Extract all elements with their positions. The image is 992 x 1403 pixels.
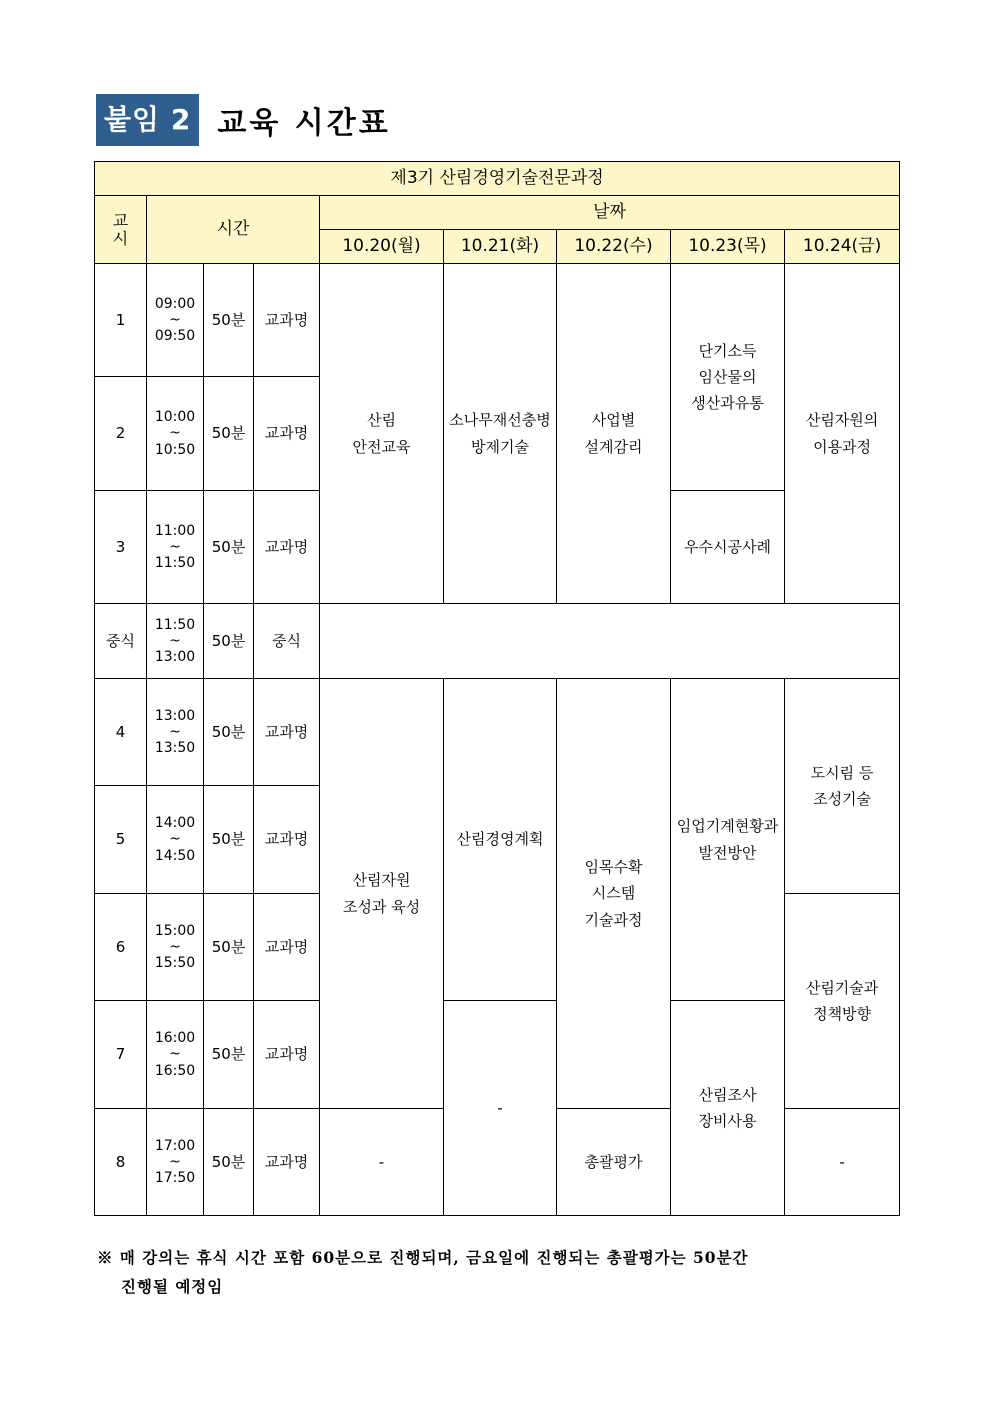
date-tue: 10.21(화)	[444, 230, 557, 264]
duration-cell: 50분	[204, 894, 254, 1001]
date-thu: 10.23(목)	[671, 230, 785, 264]
type-cell: 교과명	[254, 679, 320, 786]
subject-tue-morning: 소나무재선충병 방제기술	[444, 264, 557, 604]
subject-fri-afternoon-2: 산림기술과 정책방향	[785, 894, 900, 1109]
date-wed: 10.22(수)	[557, 230, 671, 264]
type-cell: 교과명	[254, 1001, 320, 1109]
type-cell: 교과명	[254, 894, 320, 1001]
page-heading	[96, 94, 391, 146]
duration-cell: 50분	[204, 604, 254, 679]
duration-cell: 50분	[204, 1109, 254, 1216]
time-cell: 09:00 ~ 09:50	[147, 264, 204, 377]
time-cell: 11:50 ~ 13:00	[147, 604, 204, 679]
period-cell: 1	[95, 264, 147, 377]
period-cell: 5	[95, 786, 147, 894]
period-cell: 6	[95, 894, 147, 1001]
time-cell: 17:00 ~ 17:50	[147, 1109, 204, 1216]
period-cell: 4	[95, 679, 147, 786]
period-cell: 7	[95, 1001, 147, 1109]
date-header: 날짜	[320, 196, 900, 230]
period-header: 교시	[95, 196, 147, 264]
type-cell: 교과명	[254, 1109, 320, 1216]
period-cell: 3	[95, 491, 147, 604]
time-cell: 16:00 ~ 16:50	[147, 1001, 204, 1109]
duration-cell: 50분	[204, 377, 254, 491]
subject-fri-afternoon-1: 도시림 등 조성기술	[785, 679, 900, 894]
table-row	[95, 679, 900, 786]
subject-tue-late: -	[444, 1001, 557, 1216]
date-fri: 10.24(금)	[785, 230, 900, 264]
time-header: 시간	[147, 196, 320, 264]
time-cell: 10:00 ~ 10:50	[147, 377, 204, 491]
page-title: 교육 시간표	[217, 106, 391, 141]
subject-wed-afternoon: 임목수확 시스템 기술과정	[557, 679, 671, 1109]
course-title: 제3기 산림경영기술전문과정	[95, 162, 900, 196]
date-mon: 10.20(월)	[320, 230, 444, 264]
subject-mon-morning: 산림 안전교육	[320, 264, 444, 604]
subject-fri-morning: 산림자원의 이용과정	[785, 264, 900, 604]
time-cell: 13:00 ~ 13:50	[147, 679, 204, 786]
subject-fri-8: -	[785, 1109, 900, 1216]
lunch-empty-cell	[320, 604, 900, 679]
table-row-lunch	[95, 604, 900, 679]
subject-thu-morning-1: 단기소득 임산물의 생산과유통	[671, 264, 785, 491]
footnote	[97, 1244, 897, 1301]
table-row	[95, 1001, 900, 1109]
type-cell: 중식	[254, 604, 320, 679]
type-cell: 교과명	[254, 377, 320, 491]
subject-tue-afternoon: 산림경영계획	[444, 679, 557, 1001]
footnote-line-2: 진행될 예정임	[121, 1276, 224, 1296]
period-cell: 중식	[95, 604, 147, 679]
subject-mon-afternoon: 산림자원 조성과 육성	[320, 679, 444, 1109]
time-cell: 14:00 ~ 14:50	[147, 786, 204, 894]
attachment-badge: 붙임 2	[96, 94, 199, 146]
period-cell: 8	[95, 1109, 147, 1216]
type-cell: 교과명	[254, 491, 320, 604]
subject-mon-8: -	[320, 1109, 444, 1216]
subject-thu-afternoon-2: 산림조사 장비사용	[671, 1001, 785, 1216]
table-row	[95, 264, 900, 377]
time-cell: 11:00 ~ 11:50	[147, 491, 204, 604]
duration-cell: 50분	[204, 679, 254, 786]
period-cell: 2	[95, 377, 147, 491]
footnote-line-1: ※ 매 강의는 휴식 시간 포함 60분으로 진행되며, 금요일에 진행되는 총괄평가는 50분간	[97, 1248, 749, 1267]
subject-wed-8: 총괄평가	[557, 1109, 671, 1216]
type-cell: 교과명	[254, 264, 320, 377]
subject-thu-afternoon-1: 임업기계현황과 발전방안	[671, 679, 785, 1001]
duration-cell: 50분	[204, 786, 254, 894]
time-cell: 15:00 ~ 15:50	[147, 894, 204, 1001]
subject-thu-morning-2: 우수시공사례	[671, 491, 785, 604]
subject-wed-morning: 사업별 설계감리	[557, 264, 671, 604]
duration-cell: 50분	[204, 491, 254, 604]
duration-cell: 50분	[204, 264, 254, 377]
type-cell: 교과명	[254, 786, 320, 894]
schedule-table	[94, 161, 900, 1216]
duration-cell: 50분	[204, 1001, 254, 1109]
